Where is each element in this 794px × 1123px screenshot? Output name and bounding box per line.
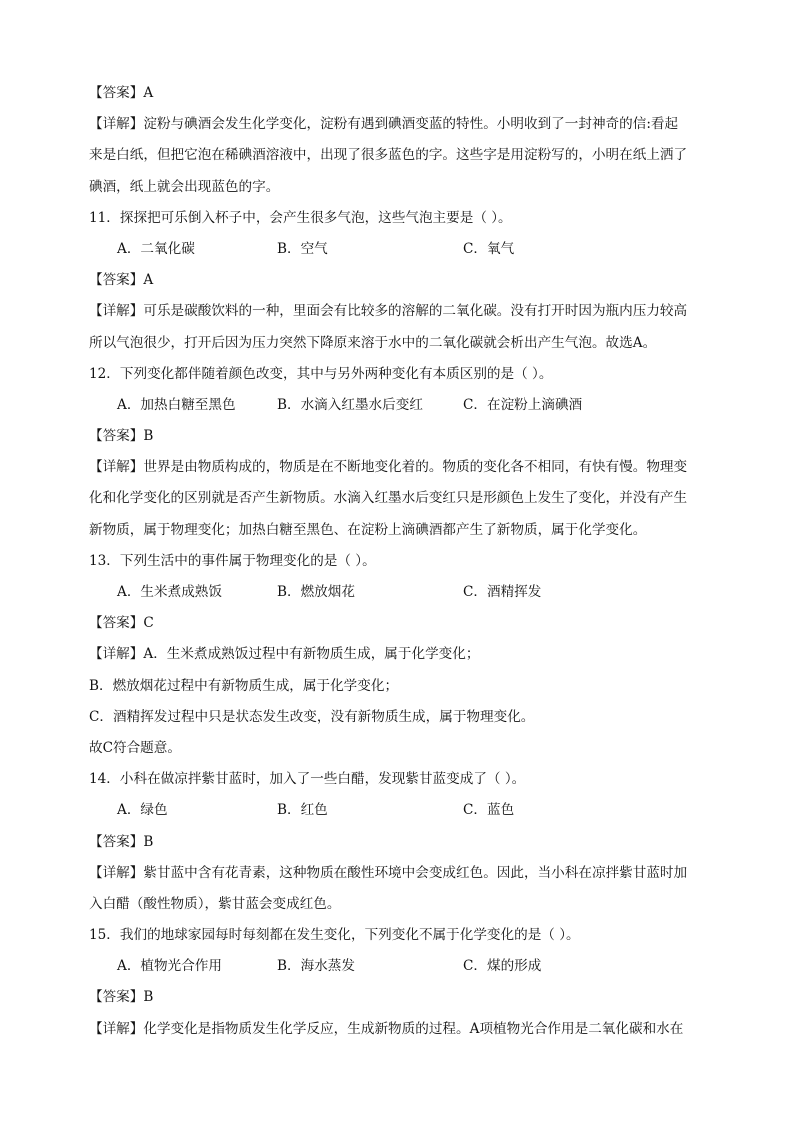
text-line: C．酒精挥发过程中只是状态发生改变，没有新物质生成，属于物理变化。 [89,708,535,725]
option-b: B．水滴入红墨水后变红 [277,396,423,413]
text-line: 入白醋（酸性物质），紫甘蓝会变成红色。 [89,895,341,912]
option-a: A．加热白糖至黑色 [117,396,236,413]
options-row [89,951,708,982]
text-line: 【详解】化学变化是指物质发生化学反应，生成新物质的过程。A项植物光合作用是二氧化碳和水在 [89,1020,684,1037]
answer-line: 【答案】C [89,615,154,632]
option-b: B．燃放烟花 [277,584,355,600]
text-line: 【详解】世界是由物质构成的，物质是在不断地变化着的。物质的变化各不相同，有快有慢。物理变 [89,459,688,476]
question-13: 13．下列生活中的事件属于物理变化的是（ ）。 [89,552,376,569]
question-12: 12．下列变化都伴随着颜色改变，其中与另外两种变化有本质区别的是（ ）。 [89,365,553,382]
text-line: 来是白纸，但把它泡在稀碘酒溶液中，出现了很多蓝色的字。这些字是用淀粉写的，小明在纸上洒了 [89,147,688,164]
option-a: A．二氧化碳 [117,240,195,257]
option-c: C．在淀粉上滴碘酒 [463,396,583,413]
options-row [89,577,708,608]
question-15: 15．我们的地球家园每时每刻都在发生变化，下列变化不属于化学变化的是（ ）。 [89,927,580,944]
text-line: B．燃放烟花过程中有新物质生成，属于化学变化； [89,677,399,694]
question-14: 14．小科在做凉拌紫甘蓝时，加入了一些白醋，发现紫甘蓝变成了（ ）。 [89,771,526,788]
text-line: 【详解】可乐是碳酸饮料的一种，里面会有比较多的溶解的二氧化碳。没有打开时因为瓶内压力较高 [89,303,688,320]
option-b: B．空气 [277,240,328,257]
question-11: 11．探探把可乐倒入杯子中，会产生很多气泡，这些气泡主要是（ ）。 [89,209,512,226]
text-line: 【详解】A．生米煮成熟饭过程中有新物质生成，属于化学变化； [89,646,480,663]
option-c: C．煤的形成 [463,958,542,975]
text-line: 新物质，属于物理变化；加热白糖至黑色、在淀粉上滴碘酒都产生了新物质，属于化学变化。 [89,521,647,538]
option-c: C．酒精挥发 [463,584,542,600]
text-line: 【详解】淀粉与碘酒会发生化学变化，淀粉有遇到碘酒变蓝的特性。小明收到了一封神奇的信:看起 [89,116,679,133]
option-a: A．植物光合作用 [117,958,222,975]
answer-line: 【答案】B [89,989,154,1006]
option-b: B．红色 [277,802,328,819]
answer-line: 【答案】A [89,272,154,289]
option-c: C．蓝色 [463,802,515,819]
text-line: 【详解】紫甘蓝中含有花青素，这种物质在酸性环境中会变成红色。因此，当小科在凉拌紫甘蓝时加 [89,864,688,881]
text-line: 化和化学变化的区别就是否产生新物质。水滴入红墨水后变红只是形颜色上发生了变化，并没有产生 [89,490,688,507]
text-line: 所以气泡很少，打开后因为压力突然下降原来溶于水中的二氧化碳就会析出产生气泡。故选A。 [89,334,657,351]
options-row [89,234,708,265]
text-line: 故C符合题意。 [89,739,181,756]
option-c: C．氧气 [463,240,515,257]
text-line: 【答案】A [89,85,154,101]
options-row [89,390,708,421]
option-a: A．绿色 [117,802,168,819]
answer-line: 【答案】B [89,833,154,850]
option-a: A．生米煮成熟饭 [117,584,222,600]
text-line: 碘酒，纸上就会出现蓝色的字。 [89,178,280,195]
option-b: B．海水蒸发 [277,958,355,975]
answer-line: 【答案】B [89,428,154,445]
options-row [89,795,708,826]
